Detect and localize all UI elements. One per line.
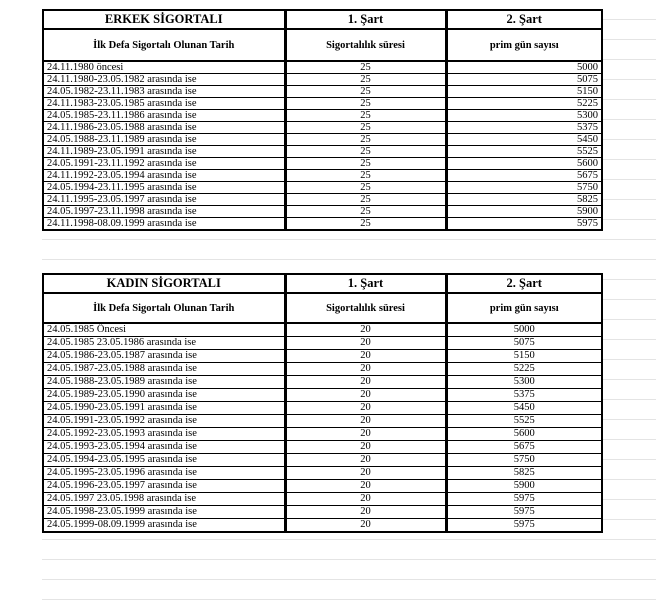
table-row (43, 415, 602, 428)
start-date-header: İlk Defa Sigortalı Olunan Tarih (43, 293, 285, 323)
table-row (43, 134, 602, 146)
insurance-years-cell: 25 (285, 134, 446, 146)
insurance-years-cell: 20 (285, 480, 446, 493)
date-range-cell: 24.11.1980 öncesi (43, 61, 285, 74)
insurance-years-cell: 20 (285, 454, 446, 467)
date-range-cell: 24.05.1991-23.11.1992 arasında ise (43, 158, 285, 170)
premium-days-cell: 5675 (446, 170, 602, 182)
insurance-years-cell: 20 (285, 389, 446, 402)
table-row (43, 480, 602, 493)
table-row (43, 86, 602, 98)
table-row (43, 454, 602, 467)
insurance-years-cell: 25 (285, 110, 446, 122)
table-row (43, 467, 602, 480)
date-range-cell: 24.05.1998-23.05.1999 arasında ise (43, 506, 285, 519)
insurance-years-cell: 20 (285, 415, 446, 428)
table-header-row (43, 274, 602, 293)
premium-days-cell: 5600 (446, 428, 602, 441)
premium-days-cell: 5375 (446, 122, 602, 134)
premium-days-cell: 5225 (446, 98, 602, 110)
table-row (43, 428, 602, 441)
date-range-cell: 24.05.1990-23.05.1991 arasında ise (43, 402, 285, 415)
premium-days-header: prim gün sayısı (446, 293, 602, 323)
insurance-years-cell: 25 (285, 74, 446, 86)
insurance-years-cell: 25 (285, 61, 446, 74)
date-range-cell: 24.05.1986-23.05.1987 arasında ise (43, 350, 285, 363)
insurance-years-cell: 20 (285, 337, 446, 350)
insurance-years-cell: 25 (285, 146, 446, 158)
insurance-years-cell: 25 (285, 182, 446, 194)
date-range-cell: 24.05.1991-23.05.1992 arasında ise (43, 415, 285, 428)
table-row (43, 98, 602, 110)
date-range-cell: 24.11.1983-23.05.1985 arasında ise (43, 98, 285, 110)
premium-days-cell: 5525 (446, 146, 602, 158)
premium-days-cell: 5750 (446, 182, 602, 194)
date-range-cell: 24.11.1998-08.09.1999 arasında ise (43, 218, 285, 231)
date-range-cell: 24.11.1992-23.05.1994 arasında ise (43, 170, 285, 182)
insurance-years-cell: 25 (285, 158, 446, 170)
premium-days-cell: 5900 (446, 206, 602, 218)
premium-days-cell: 5900 (446, 480, 602, 493)
date-range-cell: 24.05.1985 Öncesi (43, 323, 285, 337)
date-range-cell: 24.11.1980-23.05.1982 arasında ise (43, 74, 285, 86)
insurance-years-cell: 25 (285, 206, 446, 218)
insurance-years-cell: 20 (285, 402, 446, 415)
premium-days-cell: 5000 (446, 61, 602, 74)
condition-1-header: 1. Şart (285, 274, 446, 293)
start-date-header: İlk Defa Sigortalı Olunan Tarih (43, 29, 285, 61)
date-range-cell: 24.05.1997-23.11.1998 arasında ise (43, 206, 285, 218)
kadin-sigortali-table (42, 273, 603, 533)
premium-days-cell: 5975 (446, 519, 602, 533)
date-range-cell: 24.05.1999-08.09.1999 arasında ise (43, 519, 285, 533)
premium-days-cell: 5375 (446, 389, 602, 402)
premium-days-cell: 5750 (446, 454, 602, 467)
date-range-cell: 24.05.1994-23.11.1995 arasında ise (43, 182, 285, 194)
premium-days-cell: 5825 (446, 194, 602, 206)
premium-days-cell: 5000 (446, 323, 602, 337)
table-row (43, 206, 602, 218)
insurance-years-cell: 20 (285, 350, 446, 363)
date-range-cell: 24.05.1987-23.05.1988 arasında ise (43, 363, 285, 376)
insurance-years-cell: 25 (285, 218, 446, 231)
condition-2-header: 2. Şart (446, 274, 602, 293)
table-body (43, 323, 602, 532)
date-range-cell: 24.05.1989-23.05.1990 arasında ise (43, 389, 285, 402)
table-row (43, 61, 602, 74)
table-row (43, 323, 602, 337)
premium-days-header: prim gün sayısı (446, 29, 602, 61)
table-row (43, 110, 602, 122)
premium-days-cell: 5525 (446, 415, 602, 428)
insurance-years-cell: 20 (285, 467, 446, 480)
table-row (43, 182, 602, 194)
table-subheader-row (43, 293, 602, 323)
date-range-cell: 24.05.1988-23.11.1989 arasında ise (43, 134, 285, 146)
table-row (43, 146, 602, 158)
insurance-years-cell: 25 (285, 98, 446, 110)
table-row (43, 506, 602, 519)
premium-days-cell: 5975 (446, 218, 602, 231)
insurance-years-cell: 20 (285, 493, 446, 506)
date-range-cell: 24.11.1989-23.05.1991 arasında ise (43, 146, 285, 158)
table-row (43, 389, 602, 402)
date-range-cell: 24.05.1996-23.05.1997 arasında ise (43, 480, 285, 493)
table-title: ERKEK SİGORTALI (43, 10, 285, 29)
table-row (43, 441, 602, 454)
table-row (43, 376, 602, 389)
date-range-cell: 24.05.1985 23.05.1986 arasında ise (43, 337, 285, 350)
insurance-years-cell: 20 (285, 376, 446, 389)
insurance-years-cell: 20 (285, 428, 446, 441)
insurance-years-cell: 25 (285, 194, 446, 206)
date-range-cell: 24.05.1982-23.11.1983 arasında ise (43, 86, 285, 98)
date-range-cell: 24.11.1986-23.05.1988 arasında ise (43, 122, 285, 134)
erkek-sigortali-table (42, 9, 603, 231)
table-row (43, 493, 602, 506)
date-range-cell: 24.05.1994-23.05.1995 arasında ise (43, 454, 285, 467)
premium-days-cell: 5300 (446, 110, 602, 122)
sheet-margin (0, 0, 42, 600)
table-row (43, 519, 602, 533)
premium-days-cell: 5075 (446, 74, 602, 86)
date-range-cell: 24.05.1988-23.05.1989 arasında ise (43, 376, 285, 389)
insurance-years-cell: 20 (285, 363, 446, 376)
table-title: KADIN SİGORTALI (43, 274, 285, 293)
premium-days-cell: 5975 (446, 493, 602, 506)
premium-days-cell: 5450 (446, 402, 602, 415)
premium-days-cell: 5825 (446, 467, 602, 480)
table-row (43, 158, 602, 170)
date-range-cell: 24.05.1993-23.05.1994 arasında ise (43, 441, 285, 454)
date-range-cell: 24.05.1985-23.11.1986 arasında ise (43, 110, 285, 122)
premium-days-cell: 5225 (446, 363, 602, 376)
premium-days-cell: 5600 (446, 158, 602, 170)
table-row (43, 170, 602, 182)
premium-days-cell: 5450 (446, 134, 602, 146)
condition-2-header: 2. Şart (446, 10, 602, 29)
date-range-cell: 24.05.1997 23.05.1998 arasında ise (43, 493, 285, 506)
table-row (43, 194, 602, 206)
table-row (43, 337, 602, 350)
table-row (43, 218, 602, 231)
insurance-period-header: Sigortalılık süresi (285, 29, 446, 61)
condition-1-header: 1. Şart (285, 10, 446, 29)
premium-days-cell: 5075 (446, 337, 602, 350)
premium-days-cell: 5975 (446, 506, 602, 519)
insurance-period-header: Sigortalılık süresi (285, 293, 446, 323)
insurance-years-cell: 20 (285, 323, 446, 337)
table-row (43, 350, 602, 363)
insurance-years-cell: 20 (285, 506, 446, 519)
table-row (43, 74, 602, 86)
table-body (43, 61, 602, 230)
table-subheader-row (43, 29, 602, 61)
insurance-years-cell: 25 (285, 170, 446, 182)
table-row (43, 122, 602, 134)
date-range-cell: 24.11.1995-23.05.1997 arasında ise (43, 194, 285, 206)
table-row (43, 363, 602, 376)
insurance-years-cell: 25 (285, 86, 446, 98)
premium-days-cell: 5300 (446, 376, 602, 389)
date-range-cell: 24.05.1995-23.05.1996 arasında ise (43, 467, 285, 480)
table-header-row (43, 10, 602, 29)
table-row (43, 402, 602, 415)
date-range-cell: 24.05.1992-23.05.1993 arasında ise (43, 428, 285, 441)
insurance-years-cell: 25 (285, 122, 446, 134)
premium-days-cell: 5150 (446, 86, 602, 98)
insurance-years-cell: 20 (285, 441, 446, 454)
insurance-years-cell: 20 (285, 519, 446, 533)
premium-days-cell: 5150 (446, 350, 602, 363)
premium-days-cell: 5675 (446, 441, 602, 454)
